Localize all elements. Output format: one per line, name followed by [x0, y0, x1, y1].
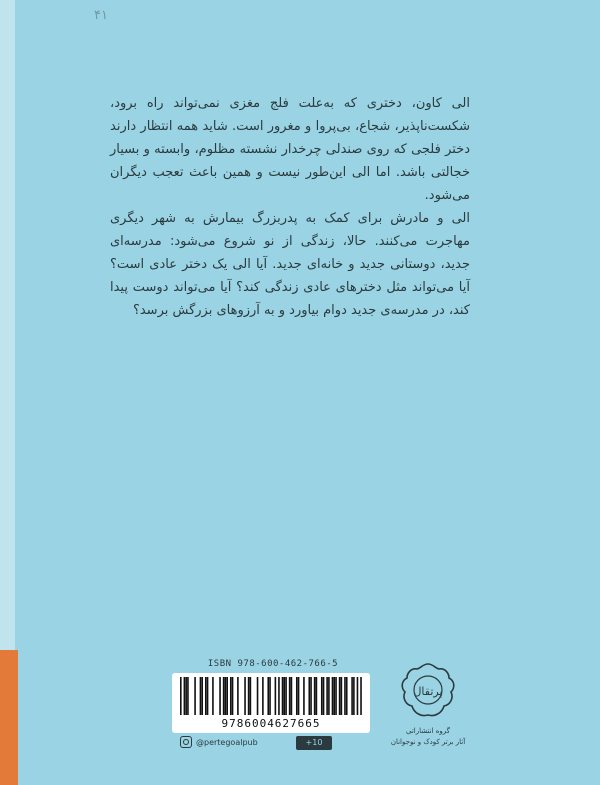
instagram-icon	[180, 736, 192, 748]
publisher-name: گروه انتشاراتی	[406, 727, 450, 735]
barcode-bar	[298, 677, 300, 715]
barcode-bar	[185, 677, 187, 715]
blurb-paragraph-2: الی و مادرش برای کمک به پدربزرگ بیمارش به شهر دیگری مهاجرت می‌کنند. حالا، زندگی از نو شروع می‌شود: مدرسه‌ای جدید، دوستانی جدید و خانه‌ای جدید. آیا الی یک دختر عادی است؟ آیا می‌تواند مثل دخترهای عادی زندگی کند؟ آیا می‌تواند دوست پیدا کند، در مدرسه‌ی جدید دوام بیاورد و به آرزوهای بزرگش برسد؟	[110, 211, 470, 318]
barcode-bar	[230, 677, 232, 715]
social-handle: @pertegoalpub	[196, 737, 258, 747]
barcode-bar	[344, 677, 346, 715]
orange-accent-bar	[0, 650, 18, 785]
barcode-bar	[223, 677, 225, 715]
barcode-bar	[308, 677, 310, 715]
barcode-bar	[360, 677, 362, 715]
barcode-bar	[289, 677, 291, 715]
blurb-paragraph-1: الی کاون، دختری که به‌علت فلج مغزی نمی‌تواند راه برود، شکست‌ناپذیر، شجاع، بی‌پروا و مغرور است. شاید همه انتظار دارند دختر فلجی که روی صندلی چرخدار نشسته مظلوم، وابسته و بسیار خجالتی باشد. اما الی این‌طور نیست و همین باعث تعجب دیگران می‌شود.	[110, 96, 470, 203]
barcode-bar	[225, 677, 227, 715]
isbn-label: ISBN 978-600-462-766-5	[207, 659, 339, 669]
barcode-bar	[244, 677, 246, 715]
logo-text: پرتقال	[413, 685, 443, 698]
barcode-bar	[262, 677, 264, 715]
barcode-bar	[283, 677, 285, 715]
barcode-bar	[269, 677, 271, 715]
barcode-bar	[180, 677, 182, 715]
barcode-bar	[339, 677, 341, 715]
barcode-bar	[226, 677, 228, 715]
age-badge: +10	[296, 736, 332, 750]
barcode-bar	[332, 677, 334, 715]
barcode-bars-icon	[178, 677, 364, 717]
corner-mark: ۴۱	[94, 8, 108, 23]
barcode-bar	[205, 677, 207, 715]
barcode-bar	[282, 677, 284, 715]
blurb-text	[110, 92, 470, 322]
barcode-bar	[212, 677, 214, 715]
barcode-bar	[237, 677, 239, 715]
barcode-bar	[187, 677, 189, 715]
barcode-bar	[267, 677, 269, 715]
barcode-bar	[314, 677, 316, 715]
barcode-bar	[353, 677, 355, 715]
barcode-bar	[328, 677, 330, 715]
barcode-bar	[184, 677, 186, 715]
barcode-bar	[316, 677, 318, 715]
barcode-bar	[275, 677, 277, 715]
barcode-number: 9786004627665	[221, 717, 321, 730]
barcode-bar	[351, 677, 353, 715]
barcode-bar	[291, 677, 293, 715]
barcode-bar	[232, 677, 234, 715]
barcode-bar	[285, 677, 287, 715]
barcode-bar	[219, 677, 221, 715]
barcode-bar	[248, 677, 250, 715]
barcode-bar	[194, 677, 196, 715]
barcode-bar	[357, 677, 359, 715]
barcode-bar	[326, 677, 328, 715]
social-row	[180, 735, 380, 749]
barcode-bar	[310, 677, 312, 715]
barcode-bar	[257, 677, 259, 715]
publisher-tagline: آثار برتر کودک و نوجوانان	[390, 738, 466, 746]
barcode-bar	[335, 677, 337, 715]
barcode-bar	[303, 677, 305, 715]
publisher-logo-icon	[397, 660, 459, 722]
barcode-bar	[201, 677, 203, 715]
barcode-bar	[250, 677, 252, 715]
barcode-bar	[296, 677, 298, 715]
barcode-bar	[200, 677, 202, 715]
barcode	[172, 673, 370, 733]
barcode-bar	[323, 677, 325, 715]
barcode-bar	[278, 677, 280, 715]
barcode-bar	[346, 677, 348, 715]
barcode-bar	[207, 677, 209, 715]
barcode-bar	[341, 677, 343, 715]
barcode-bar	[333, 677, 335, 715]
barcode-bar	[321, 677, 323, 715]
